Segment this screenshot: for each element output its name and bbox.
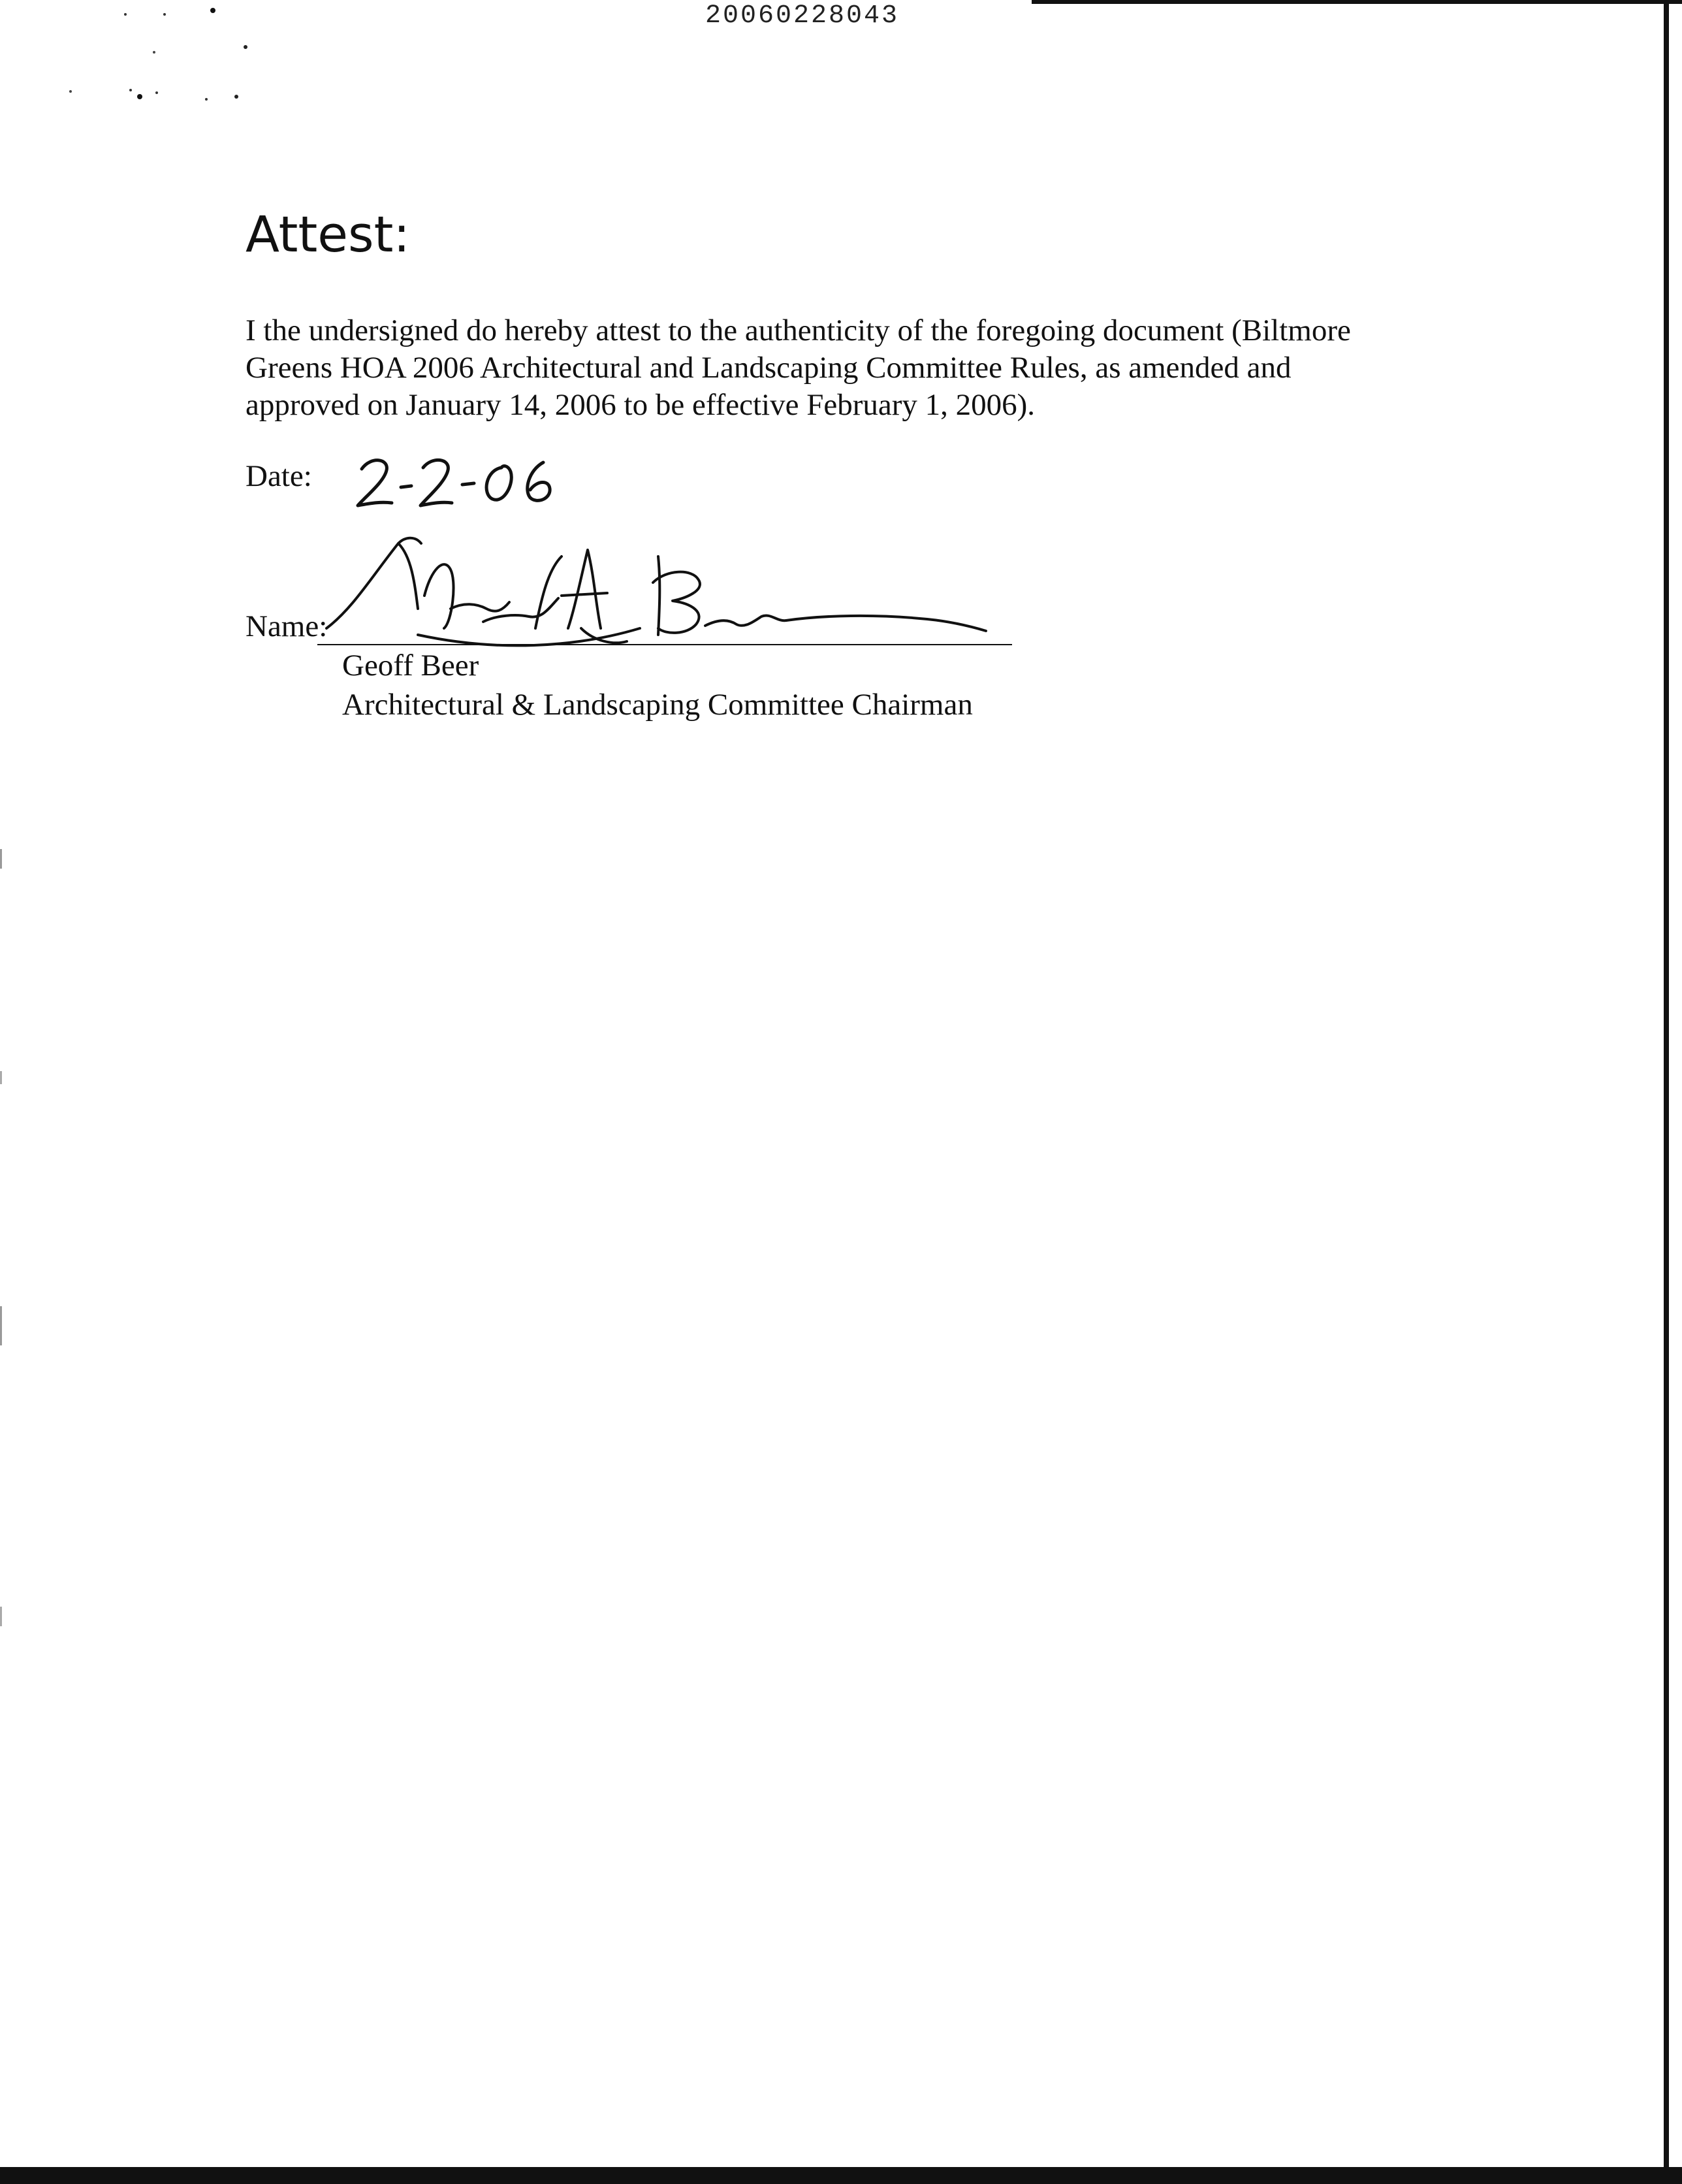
- scan-specks: [0, 0, 274, 118]
- handwritten-signature: [300, 530, 992, 667]
- bottom-edge-rule: [0, 2167, 1682, 2184]
- document-number: 20060228043: [705, 1, 900, 31]
- name-label: Name:: [246, 609, 328, 643]
- scan-margin-marks: [0, 849, 7, 1829]
- handwritten-date: [353, 451, 568, 516]
- right-edge-rule: [1664, 0, 1669, 2184]
- signer-title: Architectural & Landscaping Committee Chairman: [342, 688, 973, 722]
- attest-heading: Attest:: [246, 205, 411, 263]
- date-label: Date:: [246, 459, 312, 493]
- attestation-paragraph: I the undersigned do hereby attest to the authenticity of the foregoing document (Biltmore Greens HOA 2006 Architectural and Landscaping Committee Rules, as amended and approved on January 14, 2006 to be effective February 1, 2006).: [246, 313, 1351, 422]
- signer-name: Geoff Beer: [342, 649, 479, 682]
- top-edge-rule: [1032, 0, 1682, 4]
